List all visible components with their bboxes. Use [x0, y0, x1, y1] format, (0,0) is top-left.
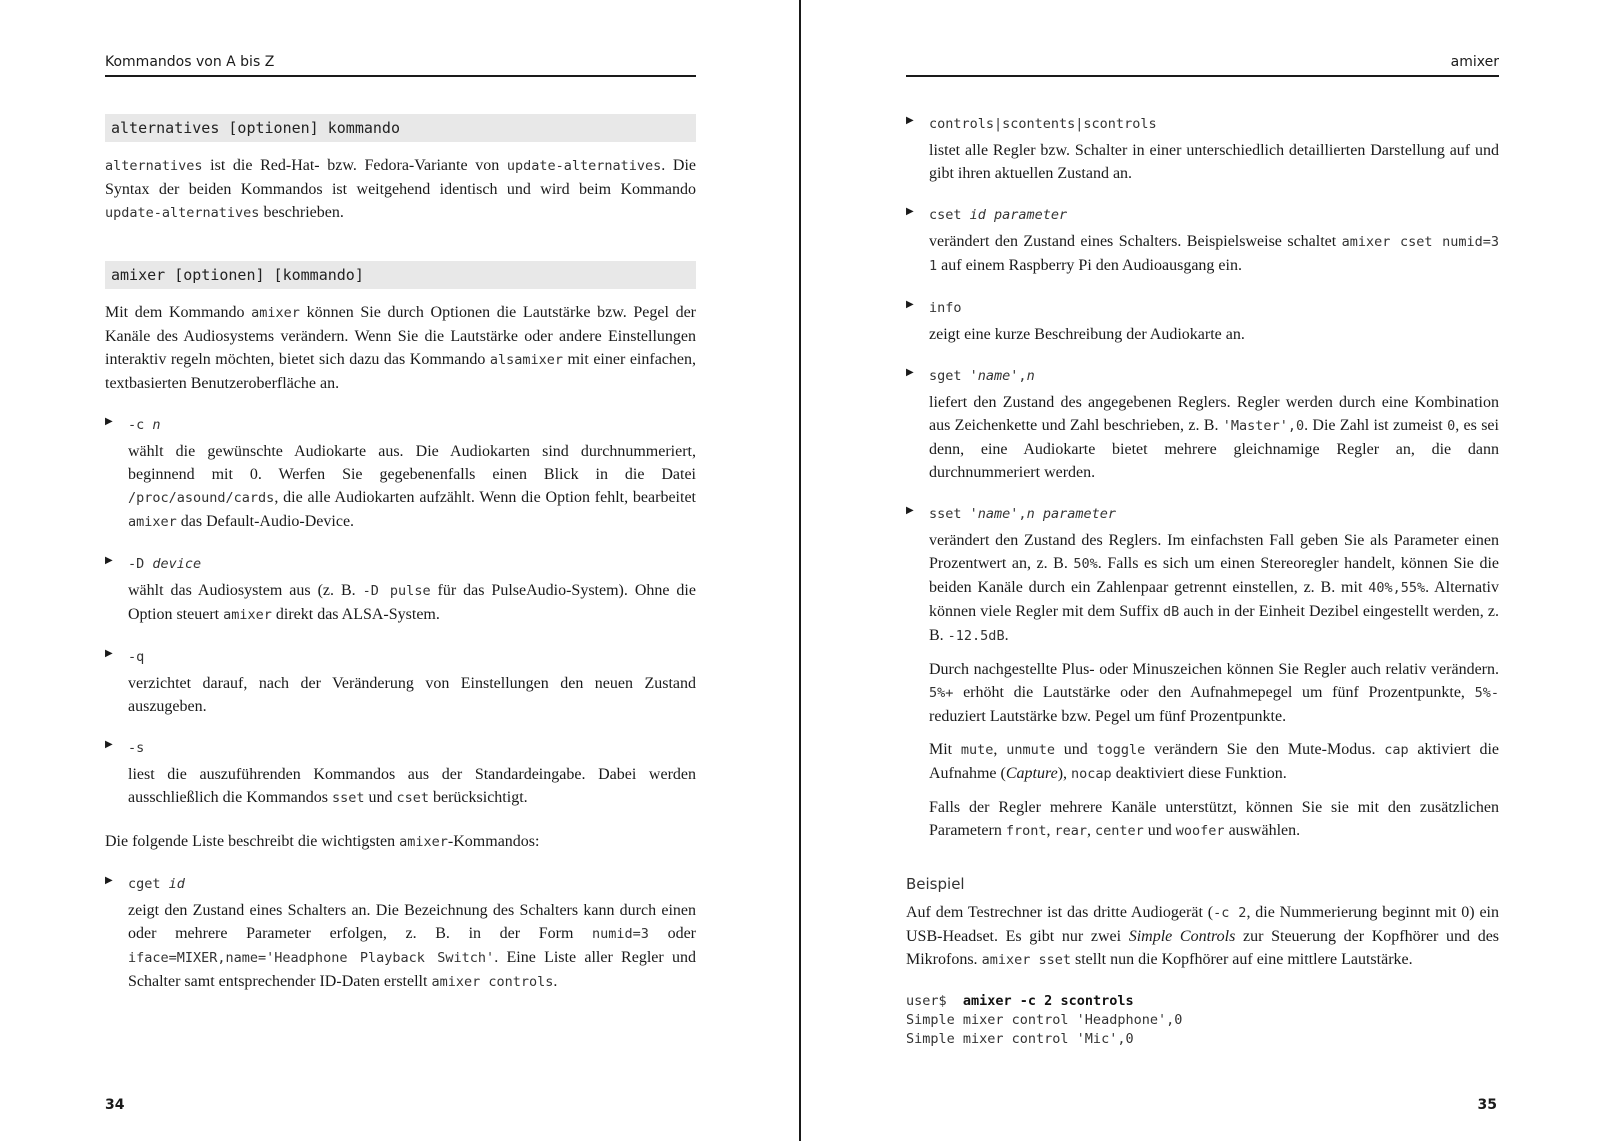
inline-code-placeholder: id	[168, 876, 185, 892]
inline-code: amixer	[223, 607, 272, 623]
inline-code-placeholder: device	[152, 556, 202, 572]
definition-description: Durch nachgestellte Plus- oder Minuszeichen können Sie Regler auch relativ verändern. 5%+ erhöht die Lautstärke oder den Aufnahmepegel um fünf Prozentpunkte, 5%- reduziert Lautstärke bzw. Pegel um fünf Prozentpunkte.	[929, 661, 1499, 725]
inline-code: amixer	[251, 305, 300, 321]
inline-code: dB	[1163, 604, 1180, 620]
triangle-bullet-icon: ▶	[906, 206, 914, 217]
inline-code: 50%	[1073, 556, 1098, 572]
amixer-commands-list-left	[105, 874, 696, 1014]
inline-code: amixer sset	[981, 952, 1071, 968]
running-head-left: Kommandos von A bis Z	[105, 54, 696, 77]
inline-code-placeholder: n	[152, 417, 161, 433]
definition-description: zeigt eine kurze Beschreibung der Audiokarte an.	[929, 326, 1245, 343]
definition-description: Mit mute, unmute und toggle verändern Sie den Mute-Modus. cap aktiviert die Aufnahme (Capture), nocap deaktiviert diese Funktion.	[929, 741, 1500, 782]
inline-code: amixer	[128, 514, 177, 530]
definition-item	[906, 298, 1499, 346]
inline-code: alsamixer	[489, 352, 563, 368]
inline-code: -D	[128, 556, 153, 572]
inline-code: -D pulse	[362, 583, 431, 599]
inline-code: rear	[1054, 823, 1088, 839]
code-output-line: Simple mixer control 'Headphone',0	[906, 1012, 1183, 1028]
triangle-bullet-icon: ▶	[105, 648, 113, 659]
example-heading: Beispiel	[906, 875, 965, 893]
page-number-left: 34	[105, 1097, 125, 1113]
inline-code: cget	[128, 876, 169, 892]
right-page	[802, 0, 1600, 1141]
code-block	[906, 992, 1499, 1049]
inline-code: toggle	[1096, 742, 1146, 758]
left-content	[105, 114, 696, 1014]
definition-item	[105, 874, 696, 994]
inline-code: -q	[128, 649, 145, 665]
inline-code: front	[1005, 823, 1047, 839]
inline-code: woofer	[1175, 823, 1225, 839]
definition-description: verzichtet darauf, nach der Veränderung von Einstellungen den neuen Zustand auszugeben.	[128, 675, 696, 715]
inline-code: amixer	[399, 834, 448, 850]
definition-description: listet alle Regler bzw. Schalter in einer unterschiedlich detaillierten Darstellung auf und gibt ihren aktuellen Zustand an.	[929, 142, 1499, 182]
inline-code: update-alternatives	[506, 158, 662, 174]
book-spine	[799, 0, 801, 1141]
definition-term	[929, 366, 1499, 386]
shell-prompt: user$	[906, 993, 947, 1009]
running-head-right: amixer	[906, 54, 1499, 77]
definition-description: verändert den Zustand eines Schalters. Beispielsweise schaltet amixer cset numid=3 1 auf einem Raspberry Pi den Audioausgang ein.	[929, 233, 1499, 274]
inline-code: center	[1095, 823, 1144, 839]
inline-code: 5%+	[929, 685, 954, 701]
inline-code: -12.5dB	[947, 628, 1005, 644]
inline-code: -s	[128, 740, 145, 756]
definition-description: zeigt den Zustand eines Schalters an. Die Bezeichnung des Schalters kann durch einen oder mehrere Parameter erfolgen, z. B. in der Form numid=3 oder iface=MIXER,name='Headphone Playback Switch'. Eine Liste aller Regler und Schalter samt entsprechender ID-Daten erstellt amixer controls.	[128, 902, 697, 990]
definition-item	[105, 738, 696, 810]
triangle-bullet-icon: ▶	[906, 505, 914, 516]
inline-code: -c 2	[1213, 905, 1247, 921]
right-content	[906, 114, 1499, 1049]
inline-code: 'Master',0	[1222, 418, 1305, 434]
inline-code: -c	[128, 417, 153, 433]
definition-item	[105, 554, 696, 627]
inline-code-placeholder: name	[977, 368, 1011, 384]
definition-description: verändert den Zustand des Reglers. Im einfachsten Fall geben Sie als Parameter einen Prozentwert an, z. B. 50%. Falls es sich um einen Stereoregler handelt, können Sie die beiden Kanäle durch ein Zahlenpaar getrennt einstellen, z. B. mit 40%,55%. Alternativ können viele Regler mit dem Suffix dB auch in der Einheit Dezibel eingestellt werden, z. B. -12.5dB.	[929, 532, 1499, 644]
inline-code: controls|scontents|scontrols	[929, 116, 1157, 132]
inline-code: 0	[1447, 418, 1456, 434]
definition-term	[929, 205, 1499, 225]
amixer-intro: Mit dem Kommando amixer können Sie durch Optionen die Lautstärke bzw. Pegel der Kanäle des Audiosystems verändern. Wenn Sie die Lautstärke oder andere Einstellungen interaktiv regeln möchten, bietet sich dazu das Kommando alsamixer mit einer einfachen, textbasierten Benutzeroberfläche an.	[105, 304, 697, 392]
definition-item	[906, 366, 1499, 484]
amixer-commands-list-right	[906, 114, 1499, 863]
definition-term	[128, 554, 696, 574]
inline-code: sget '	[929, 368, 978, 384]
example-description: Auf dem Testrechner ist das dritte Audiogerät (-c 2, die Nummerierung beginnt mit 0) ein USB-Headset. Es gibt nur zwei Simple Controls zur Steuerung der Kopfhörer und des Mikrofons. amixer sset stellt nun die Kopfhörer auf eine mittlere Lautstärke.	[906, 904, 1500, 968]
inline-code: update-alternatives	[105, 205, 260, 221]
inline-code: amixer controls	[431, 974, 554, 990]
definition-term	[128, 415, 696, 435]
triangle-bullet-icon: ▶	[105, 875, 113, 886]
inline-code: sset '	[929, 506, 978, 522]
inline-code: mute	[960, 742, 994, 758]
amixer-synopsis: amixer [optionen] [kommando]	[105, 261, 696, 289]
triangle-bullet-icon: ▶	[105, 555, 113, 566]
definition-item	[105, 647, 696, 718]
definition-term	[128, 738, 696, 758]
inline-code-placeholder: id parameter	[969, 207, 1068, 223]
amixer-list-intro: Die folgende Liste beschreibt die wichtigsten amixer-Kommandos:	[105, 833, 540, 850]
definition-description: wählt das Audiosystem aus (z. B. -D pulse für das PulseAudio-System). Ohne die Option steuert amixer direkt das ALSA-System.	[128, 582, 696, 623]
definition-description: Falls der Regler mehrere Kanäle unterstützt, können Sie sie mit den zusätzlichen Parametern front, rear, center und woofer auswählen.	[929, 799, 1499, 839]
inline-code: iface=MIXER,name='Headphone Playback Switch'	[128, 950, 495, 966]
inline-code-placeholder: name	[977, 506, 1011, 522]
definition-item	[906, 205, 1499, 278]
definition-item	[906, 504, 1499, 843]
definition-item	[906, 114, 1499, 185]
inline-code: amixer cset numid=3 1	[929, 234, 1499, 274]
definition-description: liefert den Zustand des angegebenen Reglers. Regler werden durch eine Kombination aus Zeichenkette und Zahl beschrieben, z. B. 'Master',0. Die Zahl ist zumeist 0, es sei denn, eine Audiokarte bietet mehrere gleichnamige Regler an, die dann durchnummeriert werden.	[929, 394, 1499, 481]
shell-command: amixer -c 2 scontrols	[962, 993, 1134, 1009]
inline-code: alternatives	[105, 158, 203, 174]
definition-term	[929, 504, 1499, 524]
inline-code: 5%-	[1474, 685, 1499, 701]
alternatives-synopsis: alternatives [optionen] kommando	[105, 114, 696, 142]
definition-term	[128, 647, 696, 667]
inline-code: unmute	[1006, 742, 1055, 758]
inline-code-placeholder: n parameter	[1026, 506, 1116, 522]
definition-description: liest die auszuführenden Kommandos aus der Standardeingabe. Dabei werden ausschließlich die Kommandos sset und cset berücksichtigt.	[128, 766, 696, 806]
definition-term	[929, 298, 1499, 318]
inline-code: numid=3	[592, 926, 649, 942]
emphasis: Capture	[1005, 765, 1058, 782]
triangle-bullet-icon: ▶	[906, 115, 914, 126]
inline-code: cset	[396, 790, 429, 806]
inline-code: cap	[1384, 742, 1409, 758]
amixer-options-list	[105, 415, 696, 830]
page-number-right: 35	[1477, 1097, 1497, 1113]
inline-code: /proc/asound/cards	[128, 490, 275, 506]
triangle-bullet-icon: ▶	[105, 739, 113, 750]
inline-code: ',	[1010, 506, 1027, 522]
inline-code: 40%,55%	[1368, 580, 1426, 596]
inline-code: sset	[331, 790, 365, 806]
triangle-bullet-icon: ▶	[906, 299, 914, 310]
code-output-line: Simple mixer control 'Mic',0	[906, 1031, 1134, 1047]
triangle-bullet-icon: ▶	[105, 416, 113, 427]
definition-term	[128, 874, 696, 894]
inline-code-placeholder: n	[1026, 368, 1035, 384]
definition-term	[929, 114, 1499, 134]
triangle-bullet-icon: ▶	[906, 367, 914, 378]
inline-code: cset	[929, 207, 970, 223]
inline-code: ',	[1010, 368, 1027, 384]
definition-item	[105, 415, 696, 534]
inline-code: info	[929, 300, 962, 316]
inline-code: nocap	[1071, 766, 1112, 782]
alternatives-description: alternatives ist die Red-Hat- bzw. Fedora-Variante von update-alternatives. Die Syntax der beiden Kommandos ist weitgehend identisch und wird beim Kommando update-alternatives beschrieben.	[105, 157, 696, 221]
definition-description: wählt die gewünschte Audiokarte aus. Die Audiokarten sind durchnummeriert, beginnend mit 0. Werfen Sie gegebenenfalls einen Blick in die Datei /proc/asound/cards, die alle Audiokarten aufzählt. Wenn die Option fehlt, bearbeitet amixer das Default-Audio-Device.	[128, 443, 696, 530]
emphasis: Simple Controls	[1128, 928, 1236, 945]
